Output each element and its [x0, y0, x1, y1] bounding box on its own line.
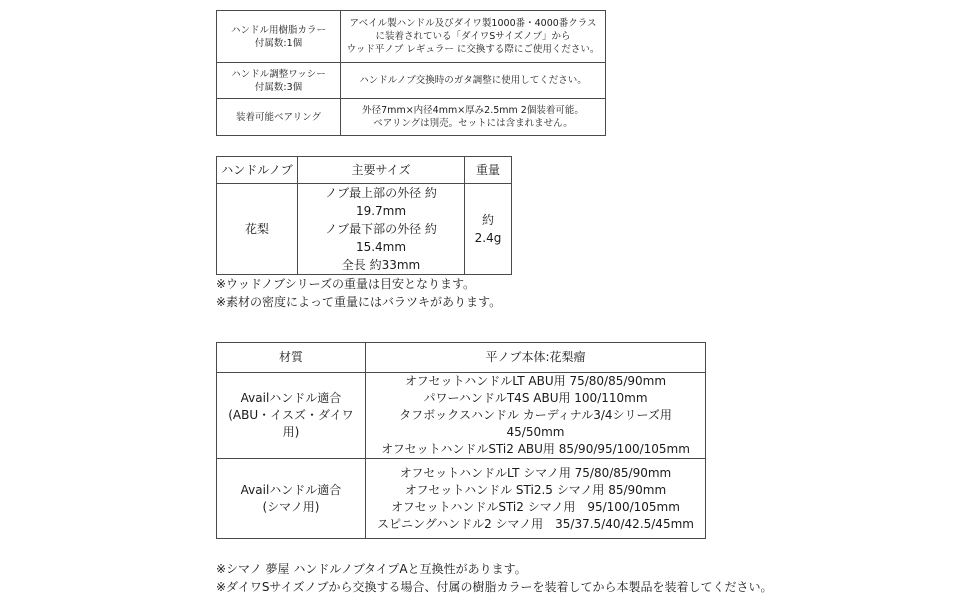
note-install-collar: ※ダイワSサイズノブから交換する場合、付属の樹脂カラーを装着してから本製品を装着してください。: [216, 580, 773, 594]
accessory-desc-cell: [341, 63, 606, 99]
compat-label-cell: [217, 459, 366, 539]
header-knob: ハンドルノブ: [217, 157, 298, 184]
note-compatibility: ※シマノ 夢屋 ハンドルノブタイプAと互換性があります。: [216, 562, 527, 576]
compat-item: オフセットハンドルSTi2 シマノ用 95/100/105mm: [391, 499, 680, 514]
accessory-name: ハンドル調整ワッシー: [231, 68, 326, 80]
size-line: ノブ最上部の外径 約19.7mm: [325, 186, 437, 218]
accessory-qty: 付属数:3個: [254, 81, 303, 93]
header-body: 平ノブ本体:花梨瘤: [366, 343, 706, 373]
compat-sublabel: (ABU・イスズ・ダイワ用): [228, 408, 354, 439]
spec-table: [216, 156, 512, 275]
material-cell: 花梨: [217, 184, 298, 275]
accessory-name: 装着可能ベアリング: [236, 111, 321, 123]
compat-label: Availハンドル適合: [240, 482, 342, 497]
accessory-desc-cell: [341, 99, 606, 136]
weight-cell: 約2.4g: [465, 184, 512, 275]
compat-item: オフセットハンドルLT シマノ用 75/80/85/90mm: [399, 465, 672, 480]
accessory-name-cell: [217, 11, 341, 63]
table-row: [217, 184, 512, 275]
accessory-qty: 付属数:1個: [254, 37, 303, 49]
table-row: [217, 11, 606, 63]
header-material: 材質: [217, 343, 366, 373]
compat-table: [216, 342, 706, 539]
accessory-desc-line: ベアリングは別売。セットには含まれません。: [373, 118, 573, 129]
compat-sublabel: (シマノ用): [262, 499, 320, 514]
compat-item: オフセットハンドルSTi2 ABU用 85/90/95/100/105mm: [381, 442, 690, 456]
table-row: [217, 373, 706, 459]
compat-label-cell: [217, 373, 366, 459]
table-row: [217, 99, 606, 136]
compat-label: Availハンドル適合: [240, 391, 342, 405]
accessory-desc-line: ウッド平ノブ レギュラー に交換する際にご使用ください。: [346, 44, 600, 55]
accessory-desc-cell: [341, 11, 606, 63]
header-weight: 重量: [465, 157, 512, 184]
accessories-table: [216, 10, 606, 136]
compat-item: オフセットハンドル STi2.5 シマノ用 85/90mm: [404, 482, 667, 497]
compat-item: オフセットハンドルLT ABU用 75/80/85/90mm: [404, 374, 667, 388]
accessory-name-cell: [217, 99, 341, 136]
table-row: [217, 63, 606, 99]
size-line: 全長 約33mm: [341, 258, 421, 272]
compat-item: タフボックスハンドル カーディナル3/4シリーズ用 45/50mm: [399, 408, 672, 439]
accessory-desc-line: 外径7mm×内径4mm×厚み2.5mm 2個装着可能。: [362, 105, 584, 116]
accessory-desc-line: アベイル製ハンドル及びダイワ製1000番・4000番クラス: [349, 18, 597, 29]
compat-items-cell: [366, 373, 706, 459]
accessory-name-cell: [217, 63, 341, 99]
note-weight-variance: ※素材の密度によって重量にはバラツキがあります。: [216, 295, 502, 309]
note-weight-estimate: ※ウッドノブシリーズの重量は目安となります。: [216, 277, 476, 291]
accessory-name: ハンドル用樹脂カラー: [230, 24, 326, 36]
accessory-desc-line: に装着されている「ダイワSサイズノブ」から: [375, 31, 571, 42]
compat-items-cell: [366, 459, 706, 539]
sizes-cell: [298, 184, 465, 275]
table-header-row: [217, 157, 512, 184]
compat-item: パワーハンドルT4S ABU用 100/110mm: [423, 391, 648, 405]
accessory-desc-line: ハンドルノブ交換時のガタ調整に使用してください。: [359, 75, 587, 86]
compat-item: スピニングハンドル2 シマノ用 35/37.5/40/42.5/45mm: [377, 516, 694, 531]
size-line: ノブ最下部の外径 約15.4mm: [325, 222, 437, 254]
table-header-row: [217, 343, 706, 373]
header-sizes: 主要サイズ: [298, 157, 465, 184]
table-row: [217, 459, 706, 539]
